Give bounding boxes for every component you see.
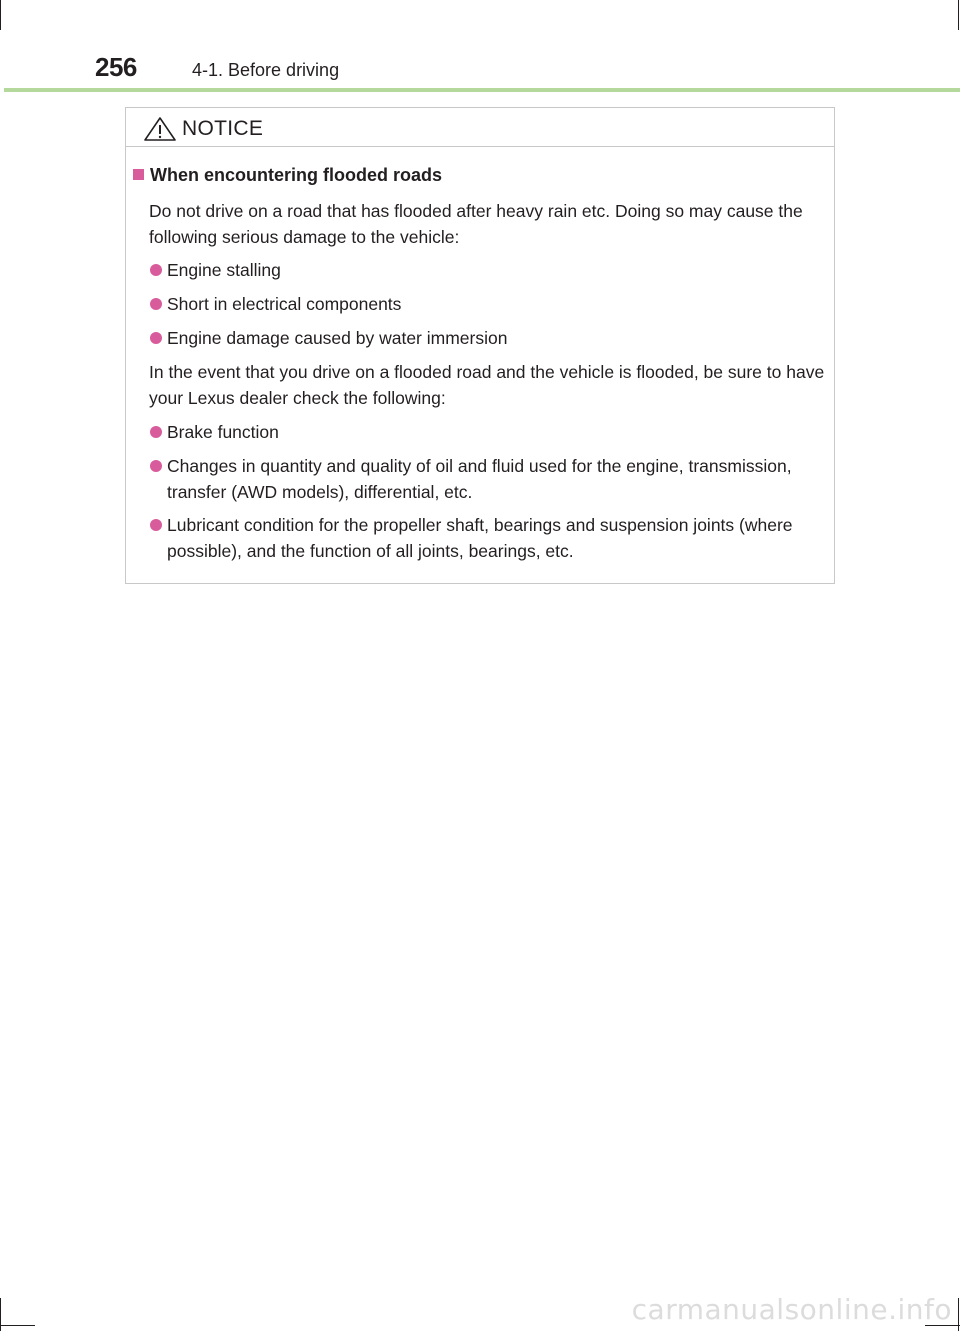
page-number: 256 xyxy=(95,52,137,82)
subheading-text: When encountering flooded roads xyxy=(150,165,442,185)
crop-mark xyxy=(0,1298,1,1331)
list-item-text: Brake function xyxy=(167,422,279,442)
list-item-text: Engine damage caused by water immersion xyxy=(167,328,508,348)
list-item-text: Short in electrical components xyxy=(167,294,402,314)
intro-paragraph: Do not drive on a road that has flooded after heavy rain etc. Doing so may cause the following serious damage to the vehicle: xyxy=(149,201,803,247)
bullet-dot-icon xyxy=(150,332,162,344)
bullet-dot-icon xyxy=(150,426,162,438)
watermark: carmanualsonline.info xyxy=(631,1293,952,1326)
bullet-dot-icon xyxy=(150,460,162,472)
square-bullet-icon xyxy=(133,169,144,180)
followup-paragraph: In the event that you drive on a flooded road and the vehicle is flooded, be sure to have your Lexus dealer check the following: xyxy=(149,362,825,408)
list-item xyxy=(149,419,834,445)
notice-title: NOTICE xyxy=(182,117,264,140)
list-item-text: Lubricant condition for the propeller shaft, bearings and suspension joints (where possible), and the function of all joints, bearings, etc. xyxy=(167,515,793,561)
bullet-dot-icon xyxy=(150,264,162,276)
crop-mark xyxy=(958,1298,959,1331)
crop-mark xyxy=(0,1325,35,1326)
list-item xyxy=(149,291,834,317)
header-divider xyxy=(4,88,960,92)
list-item xyxy=(149,453,834,505)
notice-box xyxy=(125,107,835,584)
list-item xyxy=(149,512,834,564)
list-item-text: Changes in quantity and quality of oil and fluid used for the engine, transmission, transfer (AWD models), differential, etc. xyxy=(167,456,792,502)
bullet-dot-icon xyxy=(150,298,162,310)
bullet-dot-icon xyxy=(150,519,162,531)
notice-header xyxy=(126,108,834,147)
list-item xyxy=(149,325,834,351)
page-header xyxy=(0,0,960,96)
section-title: 4-1. Before driving xyxy=(192,60,340,80)
list-item-text: Engine stalling xyxy=(167,260,281,280)
warning-triangle-icon xyxy=(143,116,177,142)
notice-subheading xyxy=(133,165,442,186)
list-item xyxy=(149,257,834,283)
